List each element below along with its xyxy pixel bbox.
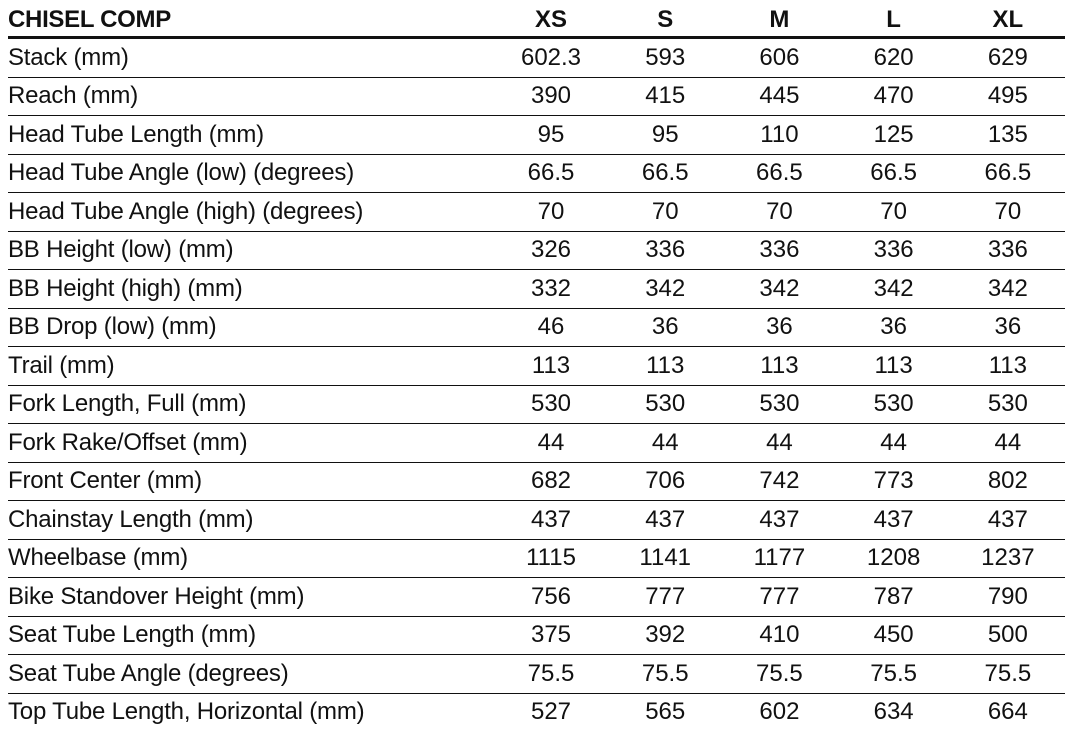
value-cell: 790 — [951, 578, 1065, 617]
value-cell: 530 — [722, 385, 836, 424]
row-label: Reach (mm) — [8, 77, 494, 116]
value-cell: 593 — [608, 38, 722, 78]
row-label: BB Height (low) (mm) — [8, 231, 494, 270]
row-label: Fork Rake/Offset (mm) — [8, 424, 494, 463]
table-row — [8, 578, 1065, 617]
table-row — [8, 154, 1065, 193]
row-label: Head Tube Angle (low) (degrees) — [8, 154, 494, 193]
value-cell: 332 — [494, 270, 608, 309]
table-row — [8, 38, 1065, 78]
value-cell: 1141 — [608, 539, 722, 578]
value-cell: 682 — [494, 462, 608, 501]
value-cell: 390 — [494, 77, 608, 116]
value-cell: 437 — [837, 501, 951, 540]
value-cell: 470 — [837, 77, 951, 116]
table-row — [8, 693, 1065, 731]
value-cell: 95 — [494, 116, 608, 155]
value-cell: 66.5 — [494, 154, 608, 193]
value-cell: 742 — [722, 462, 836, 501]
value-cell: 44 — [837, 424, 951, 463]
value-cell: 787 — [837, 578, 951, 617]
value-cell: 336 — [722, 231, 836, 270]
value-cell: 113 — [837, 347, 951, 386]
value-cell: 44 — [951, 424, 1065, 463]
value-cell: 36 — [951, 308, 1065, 347]
value-cell: 95 — [608, 116, 722, 155]
value-cell: 773 — [837, 462, 951, 501]
row-label: Bike Standover Height (mm) — [8, 578, 494, 617]
value-cell: 500 — [951, 616, 1065, 655]
value-cell: 70 — [837, 193, 951, 232]
value-cell: 75.5 — [722, 655, 836, 694]
table-header — [8, 3, 1065, 38]
value-cell: 437 — [608, 501, 722, 540]
header-row — [8, 3, 1065, 38]
value-cell: 777 — [722, 578, 836, 617]
size-header-s: S — [608, 3, 722, 38]
value-cell: 530 — [608, 385, 722, 424]
value-cell: 70 — [951, 193, 1065, 232]
value-cell: 70 — [608, 193, 722, 232]
value-cell: 113 — [722, 347, 836, 386]
size-header-m: M — [722, 3, 836, 38]
value-cell: 437 — [722, 501, 836, 540]
table-row — [8, 231, 1065, 270]
value-cell: 326 — [494, 231, 608, 270]
value-cell: 75.5 — [608, 655, 722, 694]
value-cell: 756 — [494, 578, 608, 617]
value-cell: 66.5 — [608, 154, 722, 193]
value-cell: 44 — [722, 424, 836, 463]
value-cell: 44 — [608, 424, 722, 463]
value-cell: 415 — [608, 77, 722, 116]
value-cell: 342 — [951, 270, 1065, 309]
value-cell: 44 — [494, 424, 608, 463]
value-cell: 75.5 — [494, 655, 608, 694]
row-label: Wheelbase (mm) — [8, 539, 494, 578]
value-cell: 125 — [837, 116, 951, 155]
table-row — [8, 308, 1065, 347]
row-label: Front Center (mm) — [8, 462, 494, 501]
value-cell: 70 — [722, 193, 836, 232]
value-cell: 336 — [608, 231, 722, 270]
row-label: Top Tube Length, Horizontal (mm) — [8, 698, 365, 726]
table-row — [8, 270, 1065, 309]
value-cell: 706 — [608, 462, 722, 501]
row-label: Stack (mm) — [8, 38, 494, 78]
size-header-xs: XS — [494, 3, 608, 38]
value-cell: 495 — [951, 77, 1065, 116]
value-cell: 1208 — [837, 539, 951, 578]
value-cell: 113 — [951, 347, 1065, 386]
value-cell: 66.5 — [837, 154, 951, 193]
value-cell: 110 — [722, 116, 836, 155]
value-cell: 450 — [837, 616, 951, 655]
table-row — [8, 462, 1065, 501]
value-cell: 530 — [951, 385, 1065, 424]
value-cell: 606 — [722, 38, 836, 78]
value-cell: 66.5 — [722, 154, 836, 193]
size-header-l: L — [837, 3, 951, 38]
row-label: Chainstay Length (mm) — [8, 501, 494, 540]
table-row — [8, 539, 1065, 578]
table-title: CHISEL COMP — [8, 3, 494, 38]
table-row — [8, 501, 1065, 540]
value-cell: 437 — [494, 501, 608, 540]
value-cell: 392 — [608, 616, 722, 655]
value-cell: 1237 — [951, 539, 1065, 578]
value-cell: 113 — [608, 347, 722, 386]
value-cell: 777 — [608, 578, 722, 617]
value-cell: 664 — [987, 698, 1028, 726]
value-cell: 342 — [837, 270, 951, 309]
value-cell: 410 — [722, 616, 836, 655]
value-cell: 36 — [608, 308, 722, 347]
table-row — [8, 116, 1065, 155]
table-row — [8, 424, 1065, 463]
row-label: Seat Tube Length (mm) — [8, 616, 494, 655]
value-cell: 375 — [494, 616, 608, 655]
row-label: BB Drop (low) (mm) — [8, 308, 494, 347]
value-cell: 342 — [608, 270, 722, 309]
table-body — [8, 38, 1065, 732]
table-row — [8, 616, 1065, 655]
value-cell: 342 — [722, 270, 836, 309]
value-cell: 1177 — [722, 539, 836, 578]
value-cell: 113 — [494, 347, 608, 386]
value-cell: 629 — [951, 38, 1065, 78]
value-cell: 336 — [951, 231, 1065, 270]
row-label: BB Height (high) (mm) — [8, 270, 494, 309]
table-row — [8, 347, 1065, 386]
row-label: Trail (mm) — [8, 347, 494, 386]
value-cell: 634 — [873, 698, 914, 726]
value-cell: 602 — [759, 698, 800, 726]
table-row — [8, 655, 1065, 694]
row-label: Head Tube Length (mm) — [8, 116, 494, 155]
value-cell: 437 — [951, 501, 1065, 540]
value-cell: 565 — [645, 698, 686, 726]
value-cell: 75.5 — [951, 655, 1065, 694]
geometry-table — [8, 3, 1065, 731]
table-row — [8, 77, 1065, 116]
value-cell: 530 — [837, 385, 951, 424]
value-cell: 602.3 — [494, 38, 608, 78]
row-label: Head Tube Angle (high) (degrees) — [8, 193, 494, 232]
value-cell: 527 — [530, 698, 572, 726]
value-cell: 75.5 — [837, 655, 951, 694]
value-cell: 336 — [837, 231, 951, 270]
value-cell: 66.5 — [951, 154, 1065, 193]
table-row — [8, 193, 1065, 232]
value-cell: 445 — [722, 77, 836, 116]
value-cell: 135 — [951, 116, 1065, 155]
row-label: Fork Length, Full (mm) — [8, 385, 494, 424]
table-row — [8, 385, 1065, 424]
value-cell: 802 — [951, 462, 1065, 501]
value-cell: 70 — [494, 193, 608, 232]
row-label: Seat Tube Angle (degrees) — [8, 655, 494, 694]
size-header-xl: XL — [951, 3, 1065, 38]
value-cell: 620 — [837, 38, 951, 78]
value-cell: 36 — [837, 308, 951, 347]
value-cell: 36 — [722, 308, 836, 347]
value-cell: 46 — [494, 308, 608, 347]
value-cell: 530 — [494, 385, 608, 424]
value-cell: 1115 — [494, 539, 608, 578]
